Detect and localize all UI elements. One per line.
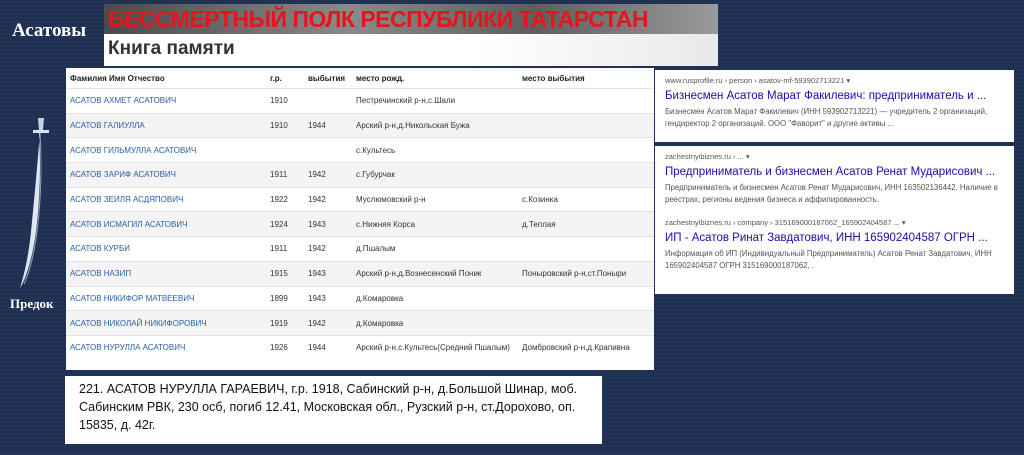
search-result[interactable] — [655, 206, 1014, 272]
cell-name[interactable]: АСАТОВ ГАЛИУЛЛА — [66, 113, 266, 138]
cell-departure: Домбровский р-н,д.Крапивна — [518, 335, 654, 359]
table-row — [66, 286, 654, 311]
cell-born: 1911 — [266, 163, 304, 188]
cell-birthplace: Арский р-н,д.Вознесенский Поник — [352, 261, 518, 286]
cell-born — [266, 138, 304, 163]
result-snippet: Бизнесмен Асатов Марат Факилевич (ИНН 593902713221) — учредитель 2 организаций, гендиректор 2 организаций. ООО "Фаворит" и другие активы ... — [665, 107, 988, 128]
cell-name[interactable]: АСАТОВ ЗАРИФ АСАТОВИЧ — [66, 163, 266, 188]
search-result[interactable] — [655, 146, 1014, 206]
result-snippet: Предприниматель и бизнесмен Асатов Ренат Мударисович, ИНН 163502136442. Наличие в реестрах, регионы ведения бизнеса и аффилированность. — [665, 183, 998, 204]
cell-departure: с.Козинка — [518, 187, 654, 212]
cell-born: 1922 — [266, 187, 304, 212]
cell-birthplace: д.Комаровка — [352, 311, 518, 336]
cell-departure — [518, 163, 654, 188]
cell-name[interactable]: АСАТОВ КУРБИ — [66, 237, 266, 262]
column-header-born[interactable]: г.р. — [270, 73, 282, 83]
column-header-departure[interactable]: место выбытия — [522, 73, 585, 83]
cell-born: 1924 — [266, 212, 304, 237]
cell-name[interactable]: АСАТОВ НИКОЛАЙ НИКИФОРОВИЧ — [66, 311, 266, 336]
result-url[interactable]: zachestnyibiznes.ru › company › 315169000187062_165902404587 ... ▾ — [665, 218, 906, 227]
cell-name[interactable]: АСАТОВ ЗЕИЛЯ АСДЯПОВИЧ — [66, 187, 266, 212]
column-header-name[interactable]: Фамилия Имя Отчество — [70, 73, 165, 83]
table-header-row — [66, 68, 654, 89]
memory-table-panel — [66, 68, 654, 370]
banner-title: БЕССМЕРТНЫЙ ПОЛК РЕСПУБЛИКИ ТАТАРСТАН — [104, 4, 718, 34]
memory-book-banner — [104, 4, 718, 66]
cell-left — [304, 138, 352, 163]
cell-left: 1944 — [304, 113, 352, 138]
cell-left: 1943 — [304, 212, 352, 237]
table-row — [66, 113, 654, 138]
result-snippet: Информация об ИП (Индивидуальный Предприниматель) Асатов Ренат Завдатович, ИНН 165902404587 ОГРН 315169000187062, . — [665, 249, 992, 270]
table-row — [66, 212, 654, 237]
column-header-birthplace[interactable]: место рожд. — [356, 73, 405, 83]
cell-left: 1942 — [304, 311, 352, 336]
memory-record: 221. АСАТОВ НУРУЛЛА ГАРАЕВИЧ, г.р. 1918, Сабинский р-н, д.Большой Шинар, моб. Сабинским РВК, 230 осб, погиб 12.41, Московская обл., Рузский р-н, ст.Дорохово, оп. 15835, д. 42г. — [65, 376, 602, 444]
cell-left: 1943 — [304, 286, 352, 311]
cell-departure — [518, 89, 654, 114]
memory-table — [66, 68, 654, 360]
cell-born: 1926 — [266, 335, 304, 359]
search-result[interactable] — [655, 70, 1014, 130]
slide-title: Асатовы — [12, 20, 87, 41]
result-url[interactable]: zachestnyibiznes.ru › ... ▾ — [665, 152, 750, 161]
cell-left: 1943 — [304, 261, 352, 286]
cell-birthplace: д.Пшалым — [352, 237, 518, 262]
cell-name[interactable]: АСАТОВ ИСМАГИЛ АСАТОВИЧ — [66, 212, 266, 237]
cell-born: 1910 — [266, 89, 304, 114]
table-row — [66, 187, 654, 212]
result-url[interactable]: www.rusprofile.ru › person › asatov-mf-593902713221 ▾ — [665, 76, 851, 85]
cell-left: 1942 — [304, 187, 352, 212]
cell-left: 1942 — [304, 163, 352, 188]
cell-left: 1942 — [304, 237, 352, 262]
cell-left — [304, 89, 352, 114]
cell-name[interactable]: АСАТОВ НУРУЛЛА АСАТОВИЧ — [66, 335, 266, 359]
cell-birthplace: Арский р-н,с.Культесь(Средний Пшалым) — [352, 335, 518, 359]
cell-departure: д.Теплая — [518, 212, 654, 237]
cell-born: 1911 — [266, 237, 304, 262]
cell-birthplace: с.Нижняя Корса — [352, 212, 518, 237]
search-results-panel-2 — [655, 146, 1014, 294]
cell-birthplace: Арский р-н,д.Никольская Бужа — [352, 113, 518, 138]
cell-born: 1919 — [266, 311, 304, 336]
cell-birthplace: с.Губурчак — [352, 163, 518, 188]
cell-birthplace: Пестречинский р-н,с.Шали — [352, 89, 518, 114]
table-row — [66, 163, 654, 188]
result-title-link[interactable]: ИП - Асатов Ринат Завдатович, ИНН 165902404587 ОГРН ... — [665, 232, 988, 244]
cell-born: 1899 — [266, 286, 304, 311]
table-row — [66, 261, 654, 286]
cell-name[interactable]: АСАТОВ НАЗИП — [66, 261, 266, 286]
cell-birthplace: Муслюмовский р-н — [352, 187, 518, 212]
banner-subtitle: Книга памяти — [104, 34, 718, 66]
table-row — [66, 237, 654, 262]
cell-departure — [518, 138, 654, 163]
table-row — [66, 311, 654, 336]
cell-born: 1915 — [266, 261, 304, 286]
result-title-link[interactable]: Предприниматель и бизнесмен Асатов Ренат Мударисович ... — [665, 166, 996, 178]
cell-birthplace: д.Комаровка — [352, 286, 518, 311]
cell-name[interactable]: АСАТОВ ГИЛЬМУЛЛА АСАТОВИЧ — [66, 138, 266, 163]
cell-name[interactable]: АСАТОВ АХМЕТ АСАТОВИЧ — [66, 89, 266, 114]
column-header-left[interactable]: выбытия — [308, 73, 346, 83]
table-row — [66, 89, 654, 114]
sword-icon — [16, 112, 56, 292]
cell-departure: Поныровский р-н,ст.Поныри — [518, 261, 654, 286]
result-title-link[interactable]: Бизнесмен Асатов Марат Факилевич: предприниматель и ... — [665, 90, 987, 102]
table-row — [66, 335, 654, 359]
cell-born: 1910 — [266, 113, 304, 138]
ancestor-label: Предок — [10, 296, 54, 311]
cell-departure — [518, 311, 654, 336]
cell-departure — [518, 237, 654, 262]
cell-name[interactable]: АСАТОВ НИКИФОР МАТВЕЕВИЧ — [66, 286, 266, 311]
table-row — [66, 138, 654, 163]
cell-birthplace: с.Культесь — [352, 138, 518, 163]
search-results-panel-1 — [655, 70, 1014, 142]
cell-departure — [518, 113, 654, 138]
cell-left: 1944 — [304, 335, 352, 359]
cell-departure — [518, 286, 654, 311]
